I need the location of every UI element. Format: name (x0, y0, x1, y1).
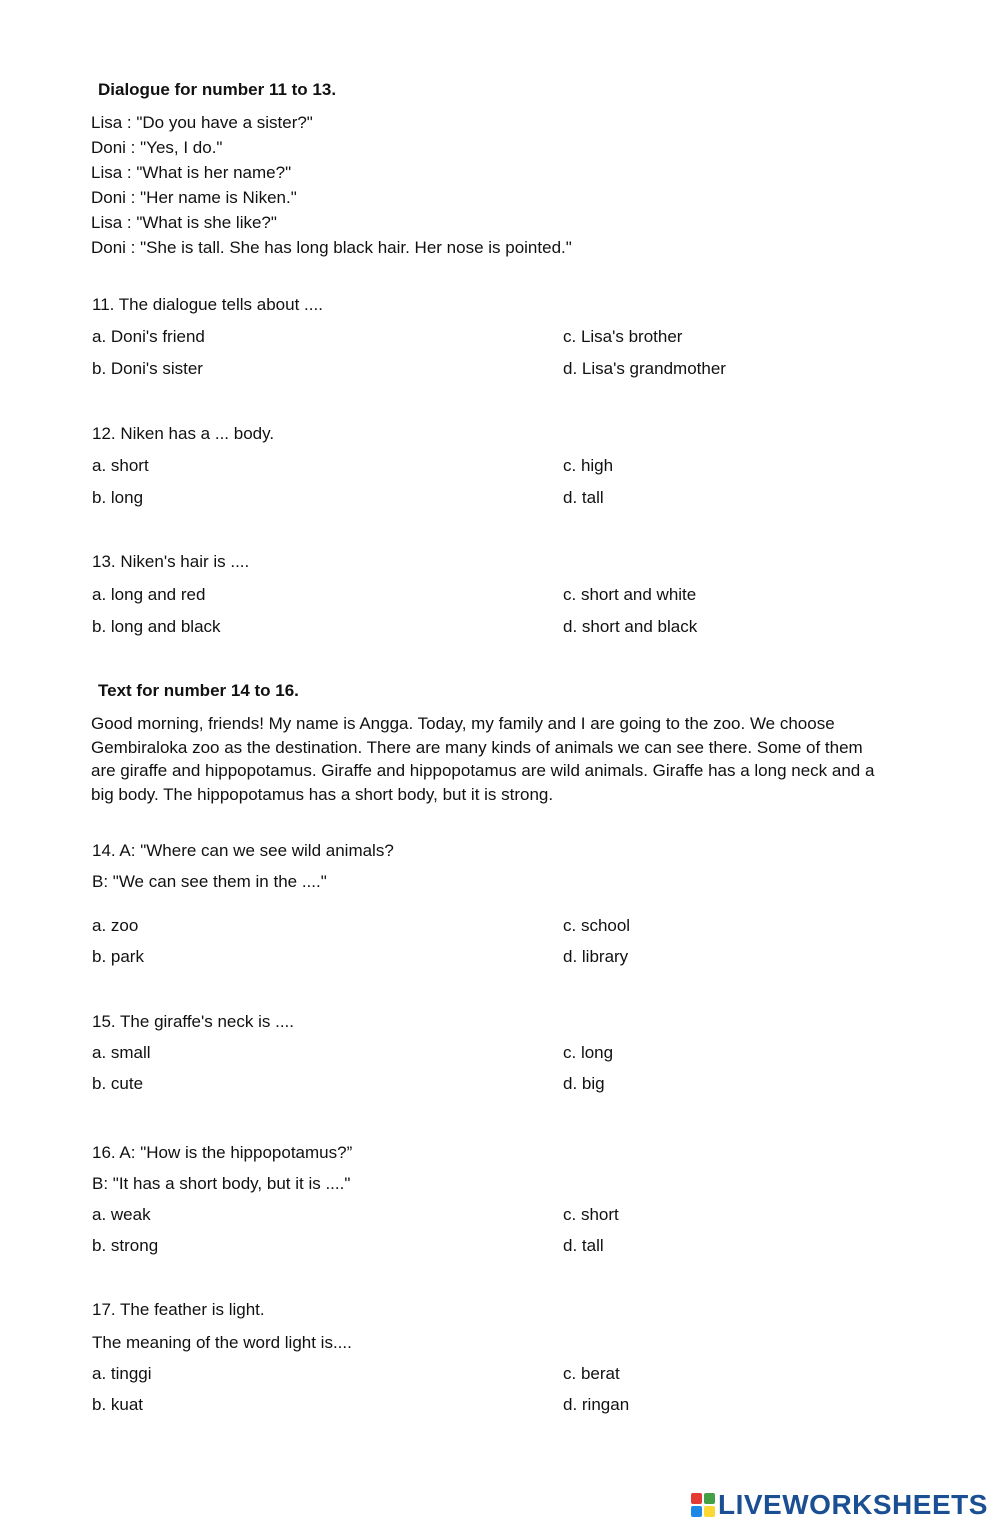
q13-option-c[interactable]: c. short and white (563, 585, 697, 604)
q13-option-d[interactable]: d. short and black (563, 617, 698, 636)
dialogue-line: Lisa : "What is her name?" (91, 163, 292, 182)
q14-option-a[interactable]: a. zoo (92, 916, 139, 935)
liveworksheets-logo (691, 1490, 988, 1520)
q12-option-b[interactable]: b. long (92, 488, 144, 507)
q16-option-a[interactable]: a. weak (92, 1205, 151, 1224)
q14-option-d[interactable]: d. library (563, 947, 629, 966)
q11-option-b[interactable]: b. Doni's sister (92, 359, 203, 378)
q15-option-b[interactable]: b. cute (92, 1074, 144, 1093)
q11-option-c[interactable]: c. Lisa's brother (563, 327, 683, 346)
reading-passage: Good morning, friends! My name is Angga. Today, my family and I are going to the zoo. We choose Gembiraloka zoo as the destination. There are many kinds of animals we can see there. Some of them are giraffe and hippopotamus. Giraffe and hippopotamus are wild animals. Giraffe has a long neck and a big body. The hippopotamus has a short body, but it is strong. (91, 714, 875, 805)
question-11-stem: 11. The dialogue tells about .... (92, 295, 323, 314)
question-13-stem: 13. Niken's hair is .... (92, 552, 250, 571)
liveworksheets-logo-icon (691, 1493, 715, 1517)
dialogue-line: Doni : "She is tall. She has long black hair. Her nose is pointed." (91, 238, 572, 257)
question-16-stem: 16. A: "How is the hippopotamus?” (92, 1143, 353, 1162)
dialogue-line: Lisa : "Do you have a sister?" (91, 113, 313, 132)
q15-option-a[interactable]: a. small (92, 1043, 151, 1062)
q13-option-b[interactable]: b. long and black (92, 617, 221, 636)
logo-square-yellow (704, 1506, 715, 1517)
question-17-stem-b: The meaning of the word light is.... (92, 1333, 352, 1352)
logo-text: LIVEWORKSHEETS (718, 1489, 988, 1520)
q17-option-a[interactable]: a. tinggi (92, 1364, 152, 1383)
dialogue-line: Doni : "Yes, I do." (91, 138, 223, 157)
q11-option-d[interactable]: d. Lisa's grandmother (563, 359, 726, 378)
logo-square-green (704, 1493, 715, 1504)
logo-square-blue (691, 1506, 702, 1517)
text-heading: Text for number 14 to 16. (98, 681, 299, 700)
q17-option-c[interactable]: c. berat (563, 1364, 620, 1383)
q14-option-b[interactable]: b. park (92, 947, 144, 966)
q11-option-a[interactable]: a. Doni's friend (92, 327, 205, 346)
question-16-stem-b: B: "It has a short body, but it is ...." (92, 1174, 351, 1193)
q15-option-c[interactable]: c. long (563, 1043, 614, 1062)
question-14-stem-b: B: "We can see them in the ...." (92, 872, 327, 891)
q17-option-d[interactable]: d. ringan (563, 1395, 630, 1414)
question-12-stem: 12. Niken has a ... body. (92, 424, 275, 443)
question-14-stem: 14. A: "Where can we see wild animals? (92, 841, 394, 860)
dialogue-heading: Dialogue for number 11 to 13. (98, 80, 337, 99)
q12-option-d[interactable]: d. tall (563, 488, 604, 507)
q13-option-a[interactable]: a. long and red (92, 585, 206, 604)
q17-option-b[interactable]: b. kuat (92, 1395, 144, 1414)
question-15-stem: 15. The giraffe's neck is .... (92, 1012, 294, 1031)
logo-square-red (691, 1493, 702, 1504)
q12-option-a[interactable]: a. short (92, 456, 149, 475)
q16-option-c[interactable]: c. short (563, 1205, 619, 1224)
q14-option-c[interactable]: c. school (563, 916, 631, 935)
q16-option-d[interactable]: d. tall (563, 1236, 604, 1255)
q15-option-d[interactable]: d. big (563, 1074, 605, 1093)
q12-option-c[interactable]: c. high (563, 456, 614, 475)
q16-option-b[interactable]: b. strong (92, 1236, 159, 1255)
question-17-stem: 17. The feather is light. (92, 1300, 265, 1319)
dialogue-line: Lisa : "What is she like?" (91, 213, 277, 232)
dialogue-line: Doni : "Her name is Niken." (91, 188, 297, 207)
